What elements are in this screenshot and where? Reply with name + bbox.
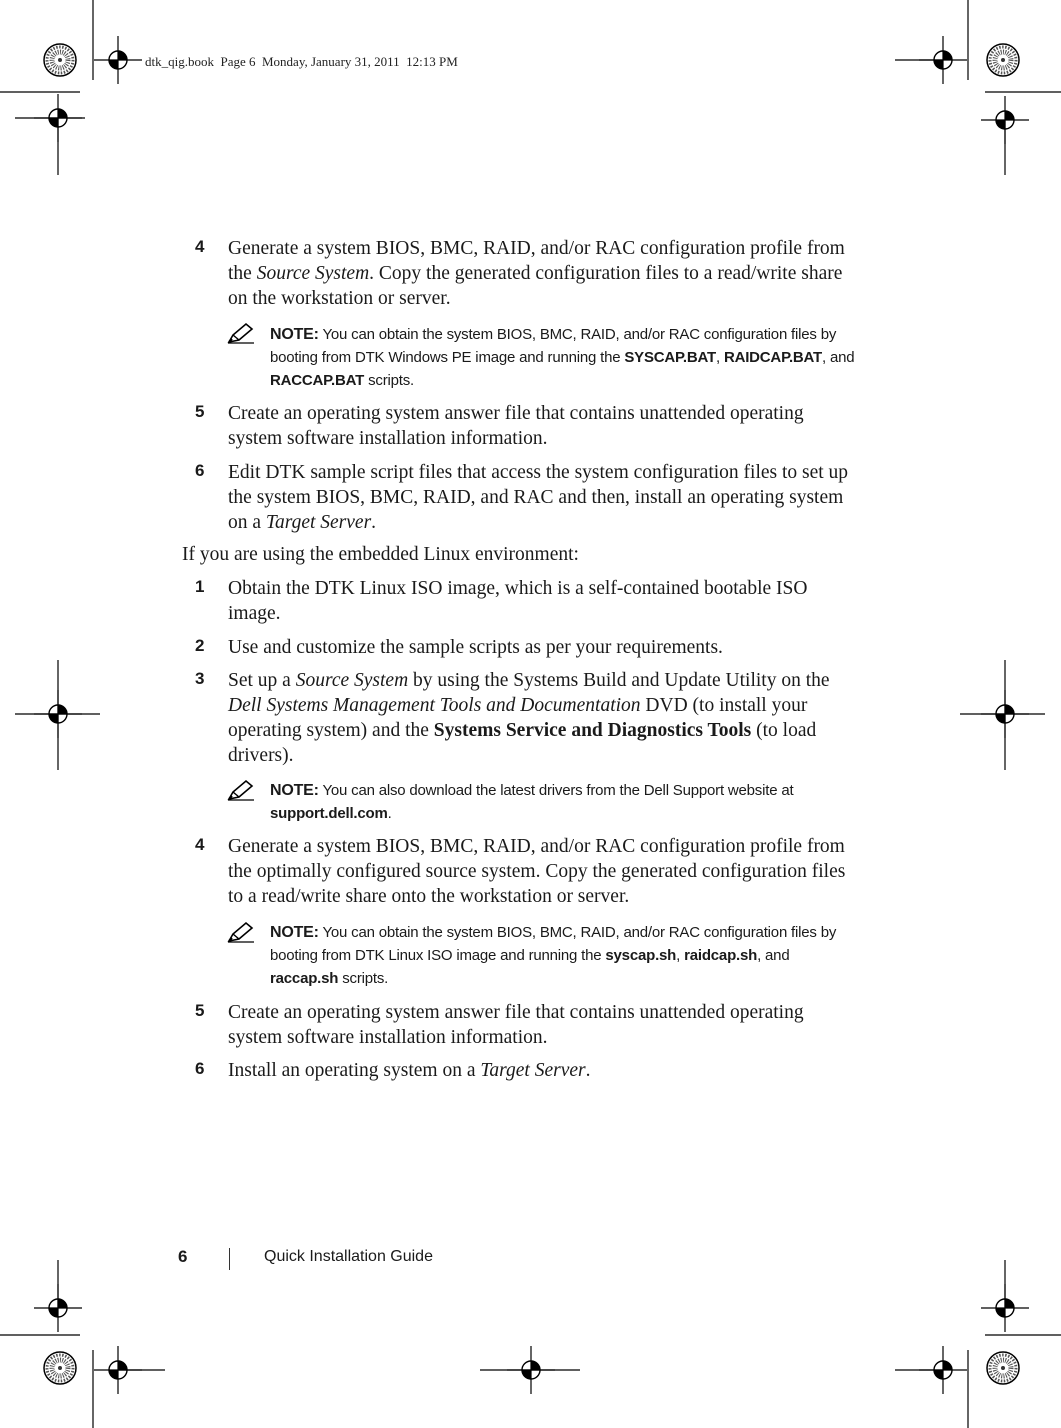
page-number: 6 [178, 1247, 188, 1266]
step-text: Use and customize the sample scripts as per your requirements. [228, 637, 723, 658]
step-text: Create an operating system answer file that contains unattended operating system software installation information. [228, 403, 804, 449]
support-link[interactable]: support.dell.com [270, 805, 388, 822]
note-2: NOTE: You can also download the latest drivers from the Dell Support website at support.dell.com. [270, 782, 794, 822]
step-number: 6 [195, 461, 205, 480]
step-text: Install an operating system on a Target Server. [228, 1060, 591, 1081]
step-text: Edit DTK sample script files that access the system configuration files to set up the system BIOS, BMC, RAID, and RAC and then, install an operating system on a Target Server. [228, 462, 849, 533]
note-1: NOTE: You can obtain the system BIOS, BMC, RAID, and/or RAC configuration files by booting from DTK Windows PE image and running the SYSCAP.BAT, RAIDCAP.BAT, and RACCAP.BAT scripts. [270, 326, 855, 389]
step-text: Generate a system BIOS, BMC, RAID, and/or RAC configuration profile from the Source System. Copy the generated configuration files to a read/write share on the workstation or server. [228, 238, 845, 309]
step-number: 2 [195, 636, 205, 655]
pencil-note-icon [227, 322, 255, 344]
note-3: NOTE: You can obtain the system BIOS, BMC, RAID, and/or RAC configuration files by booting from DTK Linux ISO image and running the syscap.sh, raidcap.sh, and raccap.sh scripts. [270, 924, 837, 987]
step-text: Generate a system BIOS, BMC, RAID, and/or RAC configuration profile from the optimally configured source system. Copy the generated configuration files to a read/write share onto the workstation or server. [228, 836, 846, 907]
step-text: Create an operating system answer file that contains unattended operating system software installation information. [228, 1002, 804, 1048]
step-number: 5 [195, 402, 205, 421]
footer-divider [229, 1248, 230, 1270]
step-number: 5 [195, 1001, 205, 1020]
step-number: 3 [195, 669, 205, 688]
step-text: Obtain the DTK Linux ISO image, which is a self-contained bootable ISO image. [228, 578, 808, 624]
step-number: 4 [195, 835, 205, 854]
step-number: 6 [195, 1059, 205, 1078]
book-header: dtk_qig.book Page 6 Monday, January 31, 2011 12:13 PM [145, 54, 458, 69]
step-number: 1 [195, 577, 205, 596]
footer-title: Quick Installation Guide [264, 1248, 433, 1265]
pencil-note-icon [227, 779, 255, 801]
intro-linux: If you are using the embedded Linux environment: [182, 544, 579, 565]
step-number: 4 [195, 237, 205, 256]
pencil-note-icon [227, 921, 255, 943]
step-text: Set up a Source System by using the Systems Build and Update Utility on the Dell Systems Management Tools and Documentation DVD (to install your operating system) and the Systems Service and Diagnostics Tools (to load drivers). [228, 670, 830, 766]
